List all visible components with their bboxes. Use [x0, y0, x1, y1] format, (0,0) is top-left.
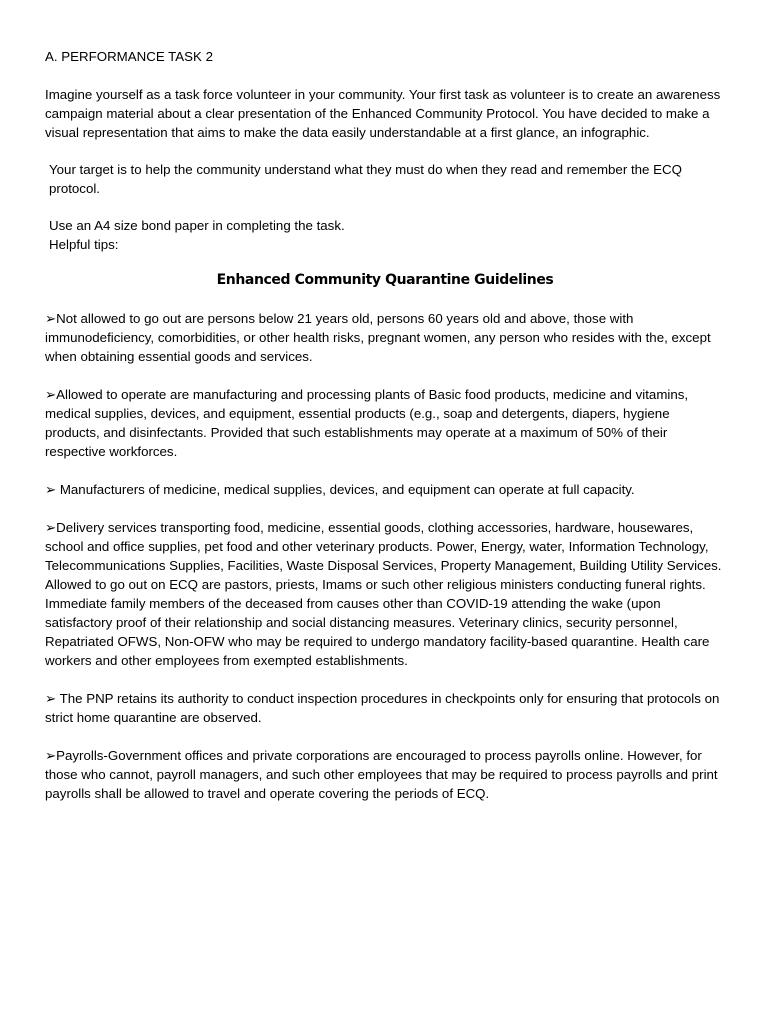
guideline-item: ➢Not allowed to go out are persons below 21 years old, persons 60 years old and above, those with immunodeficiency, comorbidities, or other health risks, pregnant women, any person who resides with the, except when obtaining essential goods and services.: [45, 311, 711, 364]
guideline-item: ➢ The PNP retains its authority to conduct inspection procedures in checkpoints only for ensuring that protocols on strict home quarantine are observed.: [45, 691, 720, 725]
paper-note: Use an A4 size bond paper in completing the task.: [49, 218, 345, 233]
task-title: A. PERFORMANCE TASK 2: [45, 49, 213, 64]
target-paragraph: Your target is to help the community understand what they must do when they read and remember the ECQ protocol.: [49, 162, 682, 196]
guideline-item: ➢ Manufacturers of medicine, medical supplies, devices, and equipment can operate at full capacity.: [45, 482, 635, 497]
tips-label: Helpful tips:: [49, 237, 119, 252]
guidelines-heading: Enhanced Community Quarantine Guidelines: [216, 272, 554, 288]
guideline-item: ➢Delivery services transporting food, medicine, essential goods, clothing accessories, hardware, housewares, school and office supplies, pet food and other veterinary products. Power, Energy, water, Information Technology, Telecommunications Supplies, Facilities, Waste Disposal Services, Property Management, Building Utility Services. Allowed to go out on ECQ are pastors, priests, Imams or such other religious ministers conducting funeral rights. Immediate family members of the deceased from causes other than COVID-19 attending the wake (upon satisfactory proof of their relationship and social distancing measures. Veterinary clinics, security personnel, Repatriated OFWS, Non-OFW who may be required to undergo mandatory facility-based quarantine. Health care workers and other employees from exempted establishments.: [45, 520, 722, 668]
guideline-item: ➢Payrolls-Government offices and private corporations are encouraged to process payrolls online. However, for those who cannot, payroll managers, and such other employees that may be required to process payrolls and print payrolls shall be allowed to travel and operate covering the periods of ECQ.: [45, 748, 718, 801]
intro-paragraph: Imagine yourself as a task force volunteer in your community. Your first task as volunteer is to create an awareness campaign material about a clear presentation of the Enhanced Community Protocol. You have decided to make a visual representation that aims to make the data easily understandable at a first glance, an infographic.: [45, 87, 721, 140]
guideline-item: ➢Allowed to operate are manufacturing and processing plants of Basic food products, medicine and vitamins, medical supplies, devices, and equipment, essential products (e.g., soap and detergents, diapers, hygiene products, and disinfectants. Provided that such establishments may operate at a maximum of 50% of their respective workforces.: [45, 387, 689, 459]
document-page: [45, 47, 725, 822]
